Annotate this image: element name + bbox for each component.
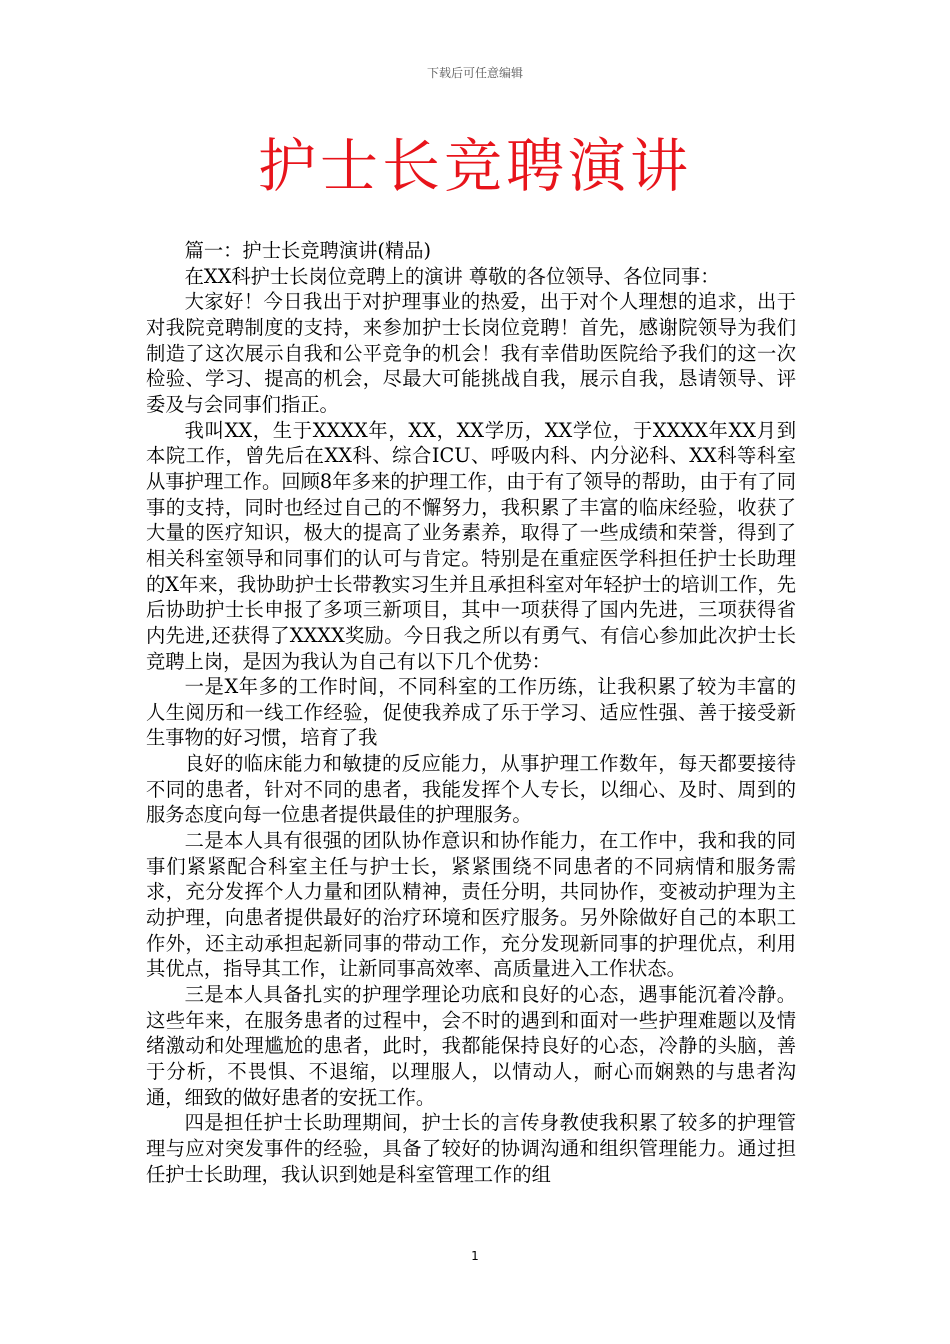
paragraph-opening: 大家好！今日我出于对护理事业的热爱，出于对个人理想的追求，出于对我院竞聘制度的支持，来参加护士长岗位竞聘！首先，感谢院领导为我们制造了这次展示自我和公平竞争的机会！我有幸借助医院给予我们的这一次检验、学习、提高的机会，尽最大可能挑战自我，展示自我，恳请领导、评委及与会同事们指正。 [146,290,796,416]
paragraph-advantage-two: 二是本人具有很强的团队协作意识和协作能力，在工作中，我和我的同事们紧紧配合科室主任与护士长，紧紧围绕不同患者的不同病情和服务需求，充分发挥个人力量和团队精神，责任分明，共同协作，变被动护理为主动护理，向患者提供最好的治疗环境和医疗服务。另外除做好自己的本职工作外，还主动承担起新同事的带动工作，充分发现新同事的护理优点，利用其优点，指导其工作，让新同事高效率、高质量进入工作状态。 [146,829,796,981]
paragraph-clinical-ability: 良好的临床能力和敏捷的反应能力，从事护理工作数年，每天都要接待不同的患者，针对不同的患者，我能发挥个人专长，以细心、及时、周到的服务态度向每一位患者提供最佳的护理服务。 [146,752,796,827]
paragraph-advantage-three: 三是本人具备扎实的护理学理论功底和良好的心态，遇事能沉着冷静。这些年来，在服务患者的过程中，会不时的遇到和面对一些护理难题以及情绪激动和处理尴尬的患者，此时，我都能保持良好的心态，冷静的头脑，善于分析，不畏惧、不退缩，以理服人，以情动人，耐心而娴熟的与患者沟通，细致的做好患者的安抚工作。 [146,983,796,1109]
page-number: 1 [471,1249,479,1263]
document-body [146,238,796,1187]
paragraph-advantage-one: 一是X年多的工作时间，不同科室的工作历练，让我积累了较为丰富的人生阅历和一线工作经验，促使我养成了乐于学习、适应性强、善于接受新生事物的好习惯，培育了我 [146,675,796,750]
paragraph-salutation: 在XX科护士长岗位竞聘上的演讲 尊敬的各位领导、各位同事： [184,264,720,288]
paragraph-advantage-four: 四是担任护士长助理期间，护士长的言传身教使我积累了较多的护理管理与应对突发事件的经验，具备了较好的协调沟通和组织管理能力。通过担任护士长助理，我认识到她是科室管理工作的组 [146,1111,796,1186]
paragraph-self-introduction: 我叫XX，生于XXXX年，XX，XX学历，XX学位，于XXXX年XX月到本院工作，曾先后在XX科、综合ICU、呼吸内科、内分泌科、XX科等科室从事护理工作。回顾8年多来的护理工作，由于有了领导的帮助，由于有了同事的支持，同时也经过自己的不懈努力，我积累了丰富的临床经验，收获了大量的医疗知识，极大的提高了业务素养，取得了一些成绩和荣誉，得到了相关科室领导和同事们的认可与肯定。特别是在重症医学科担任护士长助理的X年来，我协助护士长带教实习生并且承担科室对年轻护士的培训工作，先后协助护士长申报了多项三新项目，其中一项获得了国内先进，三项获得省内先进,还获得了XXXX奖励。今日我之所以有勇气、有信心参加此次护士长竞聘上岗，是因为我认为自己有以下几个优势： [146,418,797,673]
document-title: 护士长竞聘演讲 [257,132,692,200]
header-note: 下载后可任意编辑 [426,66,523,80]
paragraph-section-heading: 篇一：护士长竞聘演讲(精品) [184,239,432,262]
